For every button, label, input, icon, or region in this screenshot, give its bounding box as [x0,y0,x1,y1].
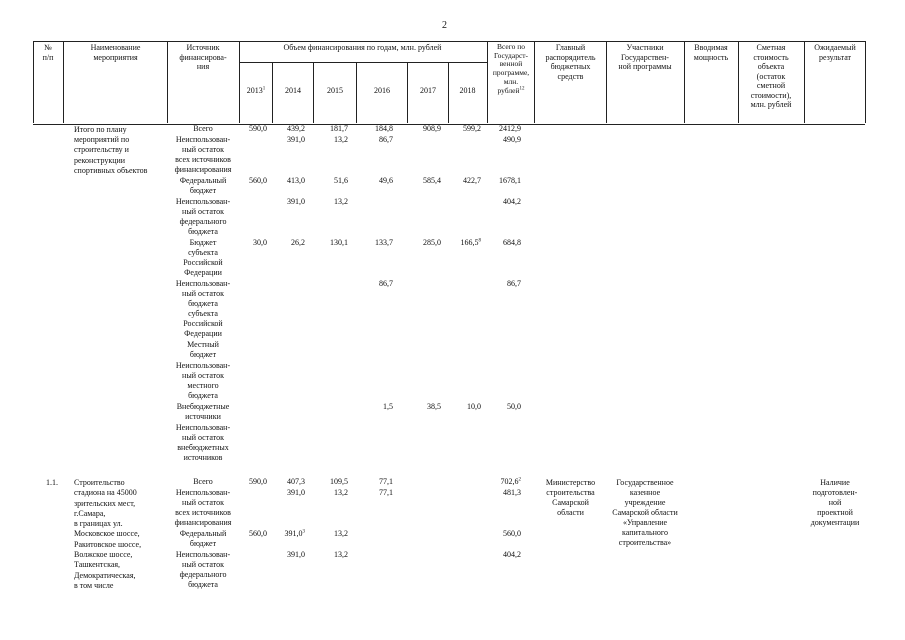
value-cell-2014: 26,2 [291,238,305,247]
value-cell-2014: 413,0 [287,176,305,185]
item-label: Строительство стадиона на 45000 зрительских мест, г.Самара, в границах ул. Московское шоссе, Ракитовское шоссе, Волжское шоссе, Ташкентская, Демократическая, в том числе [74,478,142,590]
value-cell-2014: 391,0 [287,197,305,206]
header-year-2015: 2015 [327,86,343,95]
value-cell-2018: 10,0 [467,402,481,411]
header-column-line [239,41,240,123]
header-year-2014: 2014 [285,86,301,95]
source-cell: Внебюджетные источники [176,402,230,421]
value-cell-2016: 86,7 [379,135,393,144]
value-cell-2017: 38,5 [427,402,441,411]
value-cell-2013: 560,0 [249,529,267,538]
total-cell: 404,2 [503,197,521,206]
page-number: 2 [442,20,447,31]
source-cell: Бюджет субъекта Российской Федерации [183,238,223,277]
source-cell: Неиспользован- ный остаток федерального бюджета [175,197,231,236]
value-cell-2015: 181,7 [330,124,348,133]
header-year-2013: 2013$^1$ [246,86,266,95]
value-cell-2016: 49,6 [379,176,393,185]
item-number: 1.1. [46,478,58,487]
source-cell: Неиспользован- ный остаток федерального бюджета [175,550,231,589]
value-cell-2016: 86,7 [379,279,393,288]
source-cell: Неиспользован- ный остаток внебюджетных источников [175,423,231,462]
source-cell: Всего [193,477,213,486]
value-cell-2017: 908,9 [423,124,441,133]
value-cell-2014: 391,0 [287,135,305,144]
value-cell-2015: 13,2 [334,550,348,559]
header-num: № п/п [42,43,54,62]
value-cell-2018: 422,7 [463,176,481,185]
value-cell-2014: 391,0 [287,488,305,497]
summary-label: Итого по плану мероприятий по строительству и реконструкции спортивных объектов [74,125,148,175]
value-cell-2015: 109,5 [330,477,348,486]
header-result: Ожидаемый результат [814,43,856,62]
total-cell: 684,8 [503,238,521,247]
value-cell-2017: 585,4 [423,176,441,185]
total-cell: 490,9 [503,135,521,144]
item-manager: Министерство строительства Самарской области [545,478,596,517]
header-year-2018: 2018 [459,86,476,95]
total-cell: 50,0 [507,402,521,411]
value-cell-2013: 590,0 [249,477,267,486]
total-cell: 481,3 [503,488,521,497]
source-cell: Всего [193,124,213,133]
item-participants: Государственное казенное учреждение Самарской области «Управление капитального строительства» [612,478,678,547]
header-participants: Участники Государствен- ной программы [618,43,672,71]
header-column-line [865,41,866,123]
header-name: Наименование мероприятия [90,43,141,62]
header-estimate: Сметная стоимость объекта (остаток сметной стоимости), млн. рублей [750,43,792,109]
source-cell: Неиспользован- ный остаток бюджета субъекта Российской Федерации [175,279,231,338]
value-cell-2013: 560,0 [249,176,267,185]
value-cell-2017: 285,0 [423,238,441,247]
total-cell: 702,6$^2$ [500,477,521,486]
source-cell: Неиспользован- ный остаток местного бюджета [175,361,231,400]
header-group-underline [239,62,487,63]
value-cell-2016: 184,8 [375,124,393,133]
header-funding-group: Объем финансирования по годам, млн. рублей [283,43,442,52]
total-cell: 2412,9 [499,124,521,133]
header-total: Всего по Государст- венной программе, млн. рублей$^{12}$ [492,42,530,95]
value-cell-2018: 599,2 [463,124,481,133]
total-cell: 1678,1 [499,176,521,185]
value-cell-2016: 77,1 [379,477,393,486]
value-cell-2014: 391,0$^3$ [284,529,305,538]
total-cell: 560,0 [503,529,521,538]
source-cell: Местный бюджет [187,340,219,359]
value-cell-2015: 13,2 [334,529,348,538]
value-cell-2015: 13,2 [334,135,348,144]
header-capacity: Вводимая мощность [693,43,729,62]
total-cell: 404,2 [503,550,521,559]
header-manager: Главный распорядитель бюджетных средств [545,43,596,81]
source-cell: Неиспользован- ный остаток всех источников финансирования [174,135,232,174]
value-cell-2015: 13,2 [334,197,348,206]
source-cell: Федеральный бюджет [179,176,227,195]
value-cell-2014: 407,3 [287,477,305,486]
header-year-2016: 2016 [374,86,390,95]
value-cell-2015: 13,2 [334,488,348,497]
value-cell-2016: 77,1 [379,488,393,497]
value-cell-2014: 439,2 [287,124,305,133]
value-cell-2015: 51,6 [334,176,348,185]
value-cell-2013: 590,0 [249,124,267,133]
value-cell-2014: 391,0 [287,550,305,559]
value-cell-2016: 133,7 [375,238,393,247]
header-source: Источник финансирова- ния [179,43,227,71]
value-cell-2015: 130,1 [330,238,348,247]
value-cell-2013: 30,0 [253,238,267,247]
item-result: Наличие подготовлен- ной проектной документации [810,478,860,527]
total-cell: 86,7 [507,279,521,288]
header-year-2017: 2017 [420,86,436,95]
source-cell: Федеральный бюджет [179,529,227,548]
value-cell-2018: 166,5$^8$ [460,238,481,247]
value-cell-2016: 1,5 [383,402,393,411]
source-cell: Неиспользован- ный остаток всех источников финансирования [174,488,232,527]
